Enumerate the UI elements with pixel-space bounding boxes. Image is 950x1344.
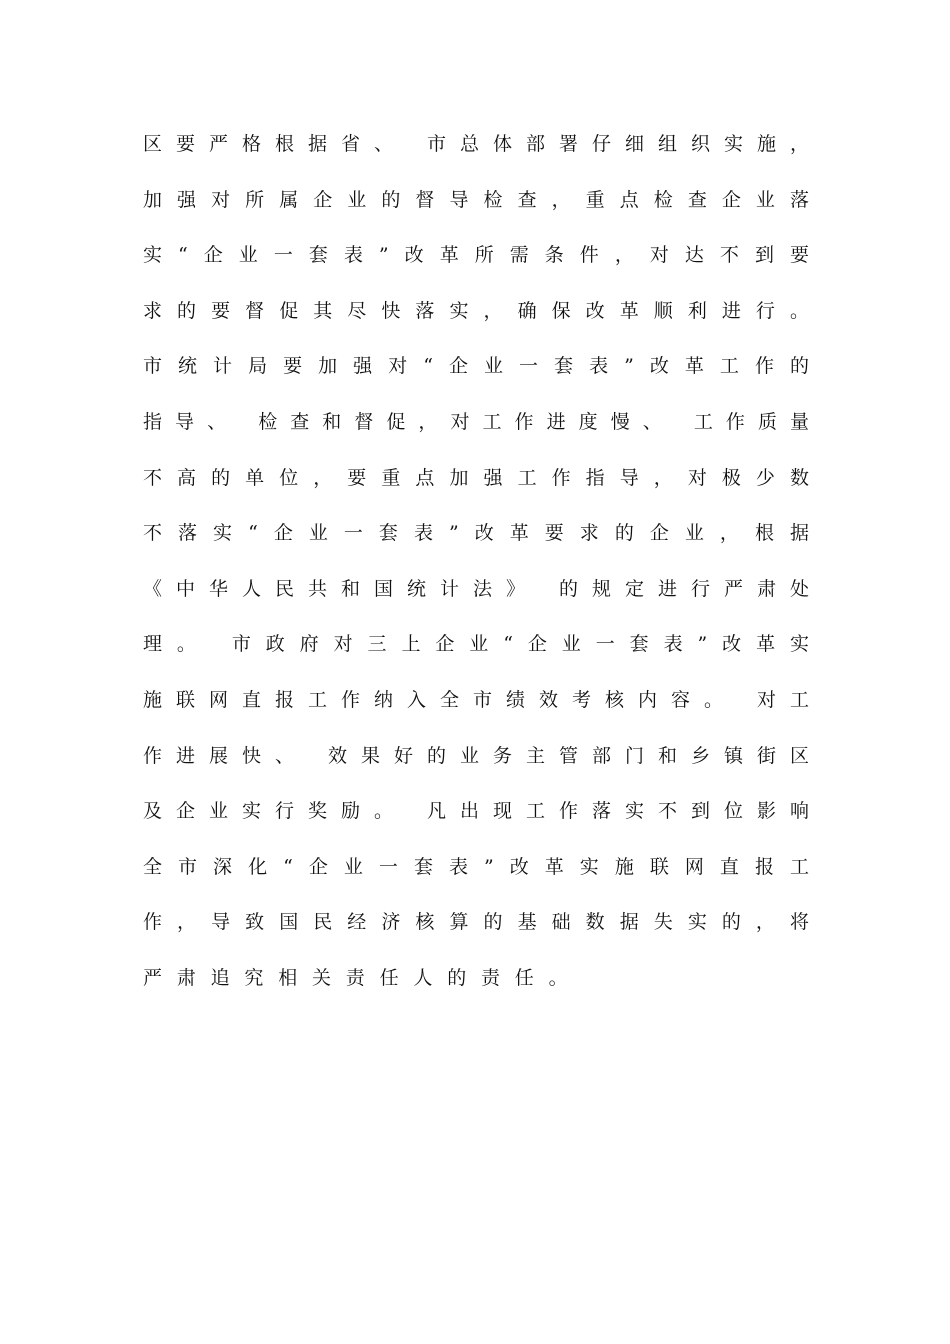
text-line: 施联网直报工作纳入全市绩效考核内容。 对工 xyxy=(143,688,809,711)
text-line: 及企业实行奖励。 凡出现工作落实不到位影响 xyxy=(143,800,809,823)
text-line: 严肃追究相关责任人的责任。 xyxy=(143,966,583,989)
text-line: 作进展快、 效果好的业务主管部门和乡镇街区 xyxy=(143,744,809,767)
text-line: 全市深化“企业一套表”改革实施联网直报工 xyxy=(143,855,809,878)
text-line: 实“企业一套表”改革所需条件，对达不到要 xyxy=(143,244,809,267)
text-line: 《中华人民共和国统计法》 的规定进行严肃处 xyxy=(143,577,809,600)
text-line: 市统计局要加强对“企业一套表”改革工作的 xyxy=(143,355,809,378)
body-text xyxy=(143,128,809,1018)
text-line: 指导、 检查和督促，对工作进度慢、 工作质量 xyxy=(143,410,809,433)
text-line: 理。 市政府对三上企业“企业一套表”改革实 xyxy=(143,633,809,656)
text-line: 区要严格根据省、 市总体部署仔细组织实施， xyxy=(143,133,809,155)
text-line: 不落实“企业一套表”改革要求的企业，根据 xyxy=(143,522,809,545)
text-line: 加强对所属企业的督导检查，重点检查企业落 xyxy=(143,188,809,211)
text-line: 作，导致国民经济核算的基础数据失实的，将 xyxy=(143,911,809,934)
text-line: 不高的单位，要重点加强工作指导，对极少数 xyxy=(143,466,809,489)
text-line: 求的要督促其尽快落实，确保改革顺利进行。 xyxy=(143,299,809,322)
